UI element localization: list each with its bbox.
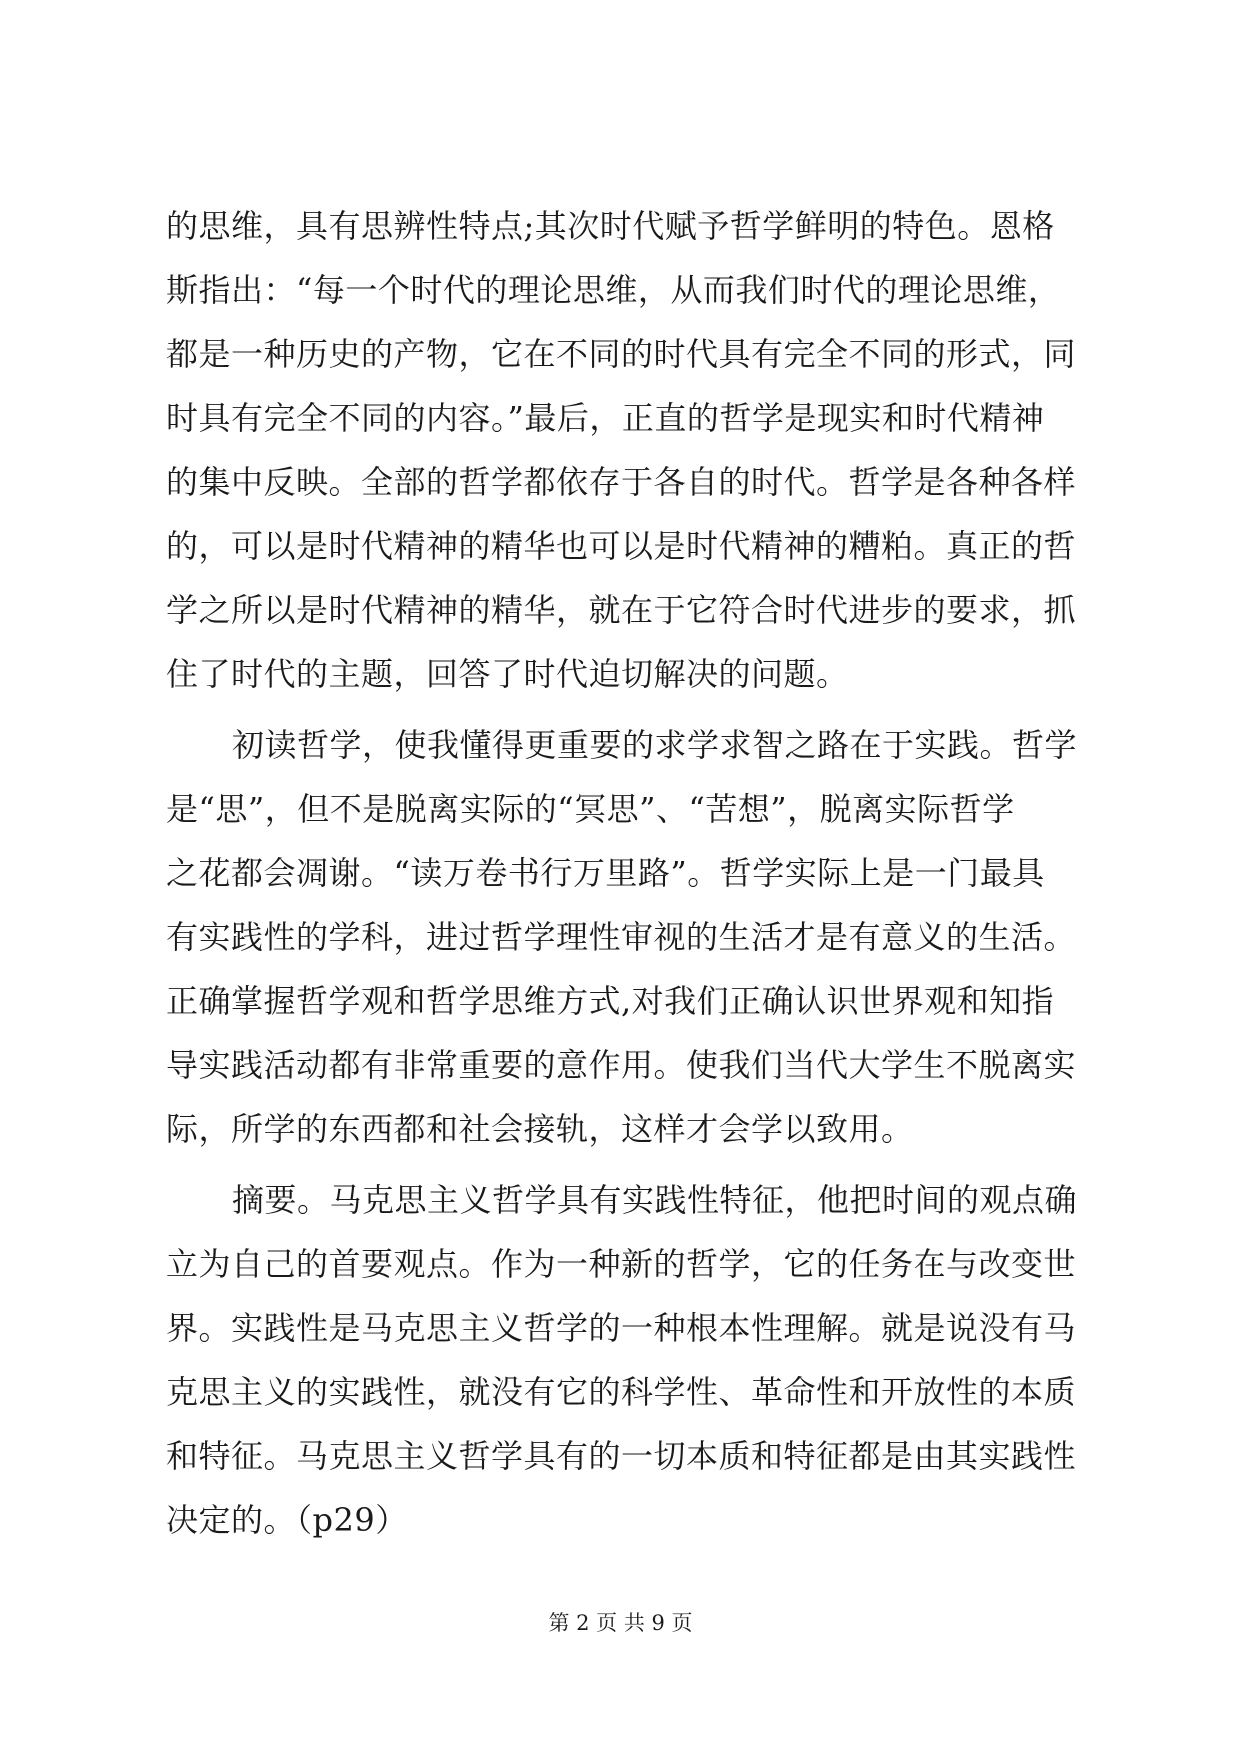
body-text-line: 立为自己的首要观点。作为一种新的哲学，它的任务在与改变世 <box>166 1245 1077 1283</box>
body-text-line: 和特征。马克思主义哲学具有的一切本质和特征都是由其实践性 <box>166 1437 1077 1475</box>
body-text-line: 有实践性的学科，进过哲学理性审视的生活才是有意义的生活。 <box>166 918 1077 956</box>
body-text-line: 界。实践性是马克思主义哲学的一种根本性理解。就是说没有马 <box>166 1309 1077 1347</box>
body-text-line: 之花都会凋谢。“读万卷书行万里路”。哲学实际上是一门最具 <box>166 854 1045 892</box>
body-text-line: 住了时代的主题，回答了时代迫切解决的问题。 <box>166 655 849 693</box>
page-number-footer: 第 2 页 共 9 页 <box>548 1611 693 1635</box>
paragraph-start-line: 初读哲学，使我懂得更重要的求学求智之路在于实践。哲学 <box>232 726 1078 764</box>
body-text-line: 决定的。（p29） <box>166 1501 408 1539</box>
body-text-line: 斯指出：“每一个时代的理论思维，从而我们时代的理论思维， <box>166 271 1061 309</box>
body-text-line: 克思主义的实践性，就没有它的科学性、革命性和开放性的本质 <box>166 1373 1077 1411</box>
body-text-line: 际，所学的东西都和社会接轨，这样才会学以致用。 <box>166 1110 914 1148</box>
body-text-line: 导实践活动都有非常重要的意作用。使我们当代大学生不脱离实 <box>166 1046 1077 1084</box>
body-text-line: 的思维，具有思辨性特点;其次时代赋予哲学鲜明的特色。恩格 <box>166 207 1055 245</box>
body-text-line: 是“思”，但不是脱离实际的“冥思”、“苦想”，脱离实际哲学 <box>166 790 1015 828</box>
body-text-line: 正确掌握哲学观和哲学思维方式,对我们正确认识世界观和知指 <box>166 982 1055 1020</box>
body-text-line: 时具有完全不同的内容。”最后，正直的哲学是现实和时代精神 <box>166 399 1045 437</box>
body-text-line: 都是一种历史的产物，它在不同的时代具有完全不同的形式，同 <box>166 335 1077 373</box>
paragraph-start-line: 摘要。马克思主义哲学具有实践性特征，他把时间的观点确 <box>232 1181 1078 1219</box>
body-text-line: 的，可以是时代精神的精华也可以是时代精神的糟粕。真正的哲 <box>166 527 1077 565</box>
body-text-line: 学之所以是时代精神的精华，就在于它符合时代进步的要求，抓 <box>166 591 1077 629</box>
body-text-line: 的集中反映。全部的哲学都依存于各自的时代。哲学是各种各样 <box>166 463 1077 501</box>
